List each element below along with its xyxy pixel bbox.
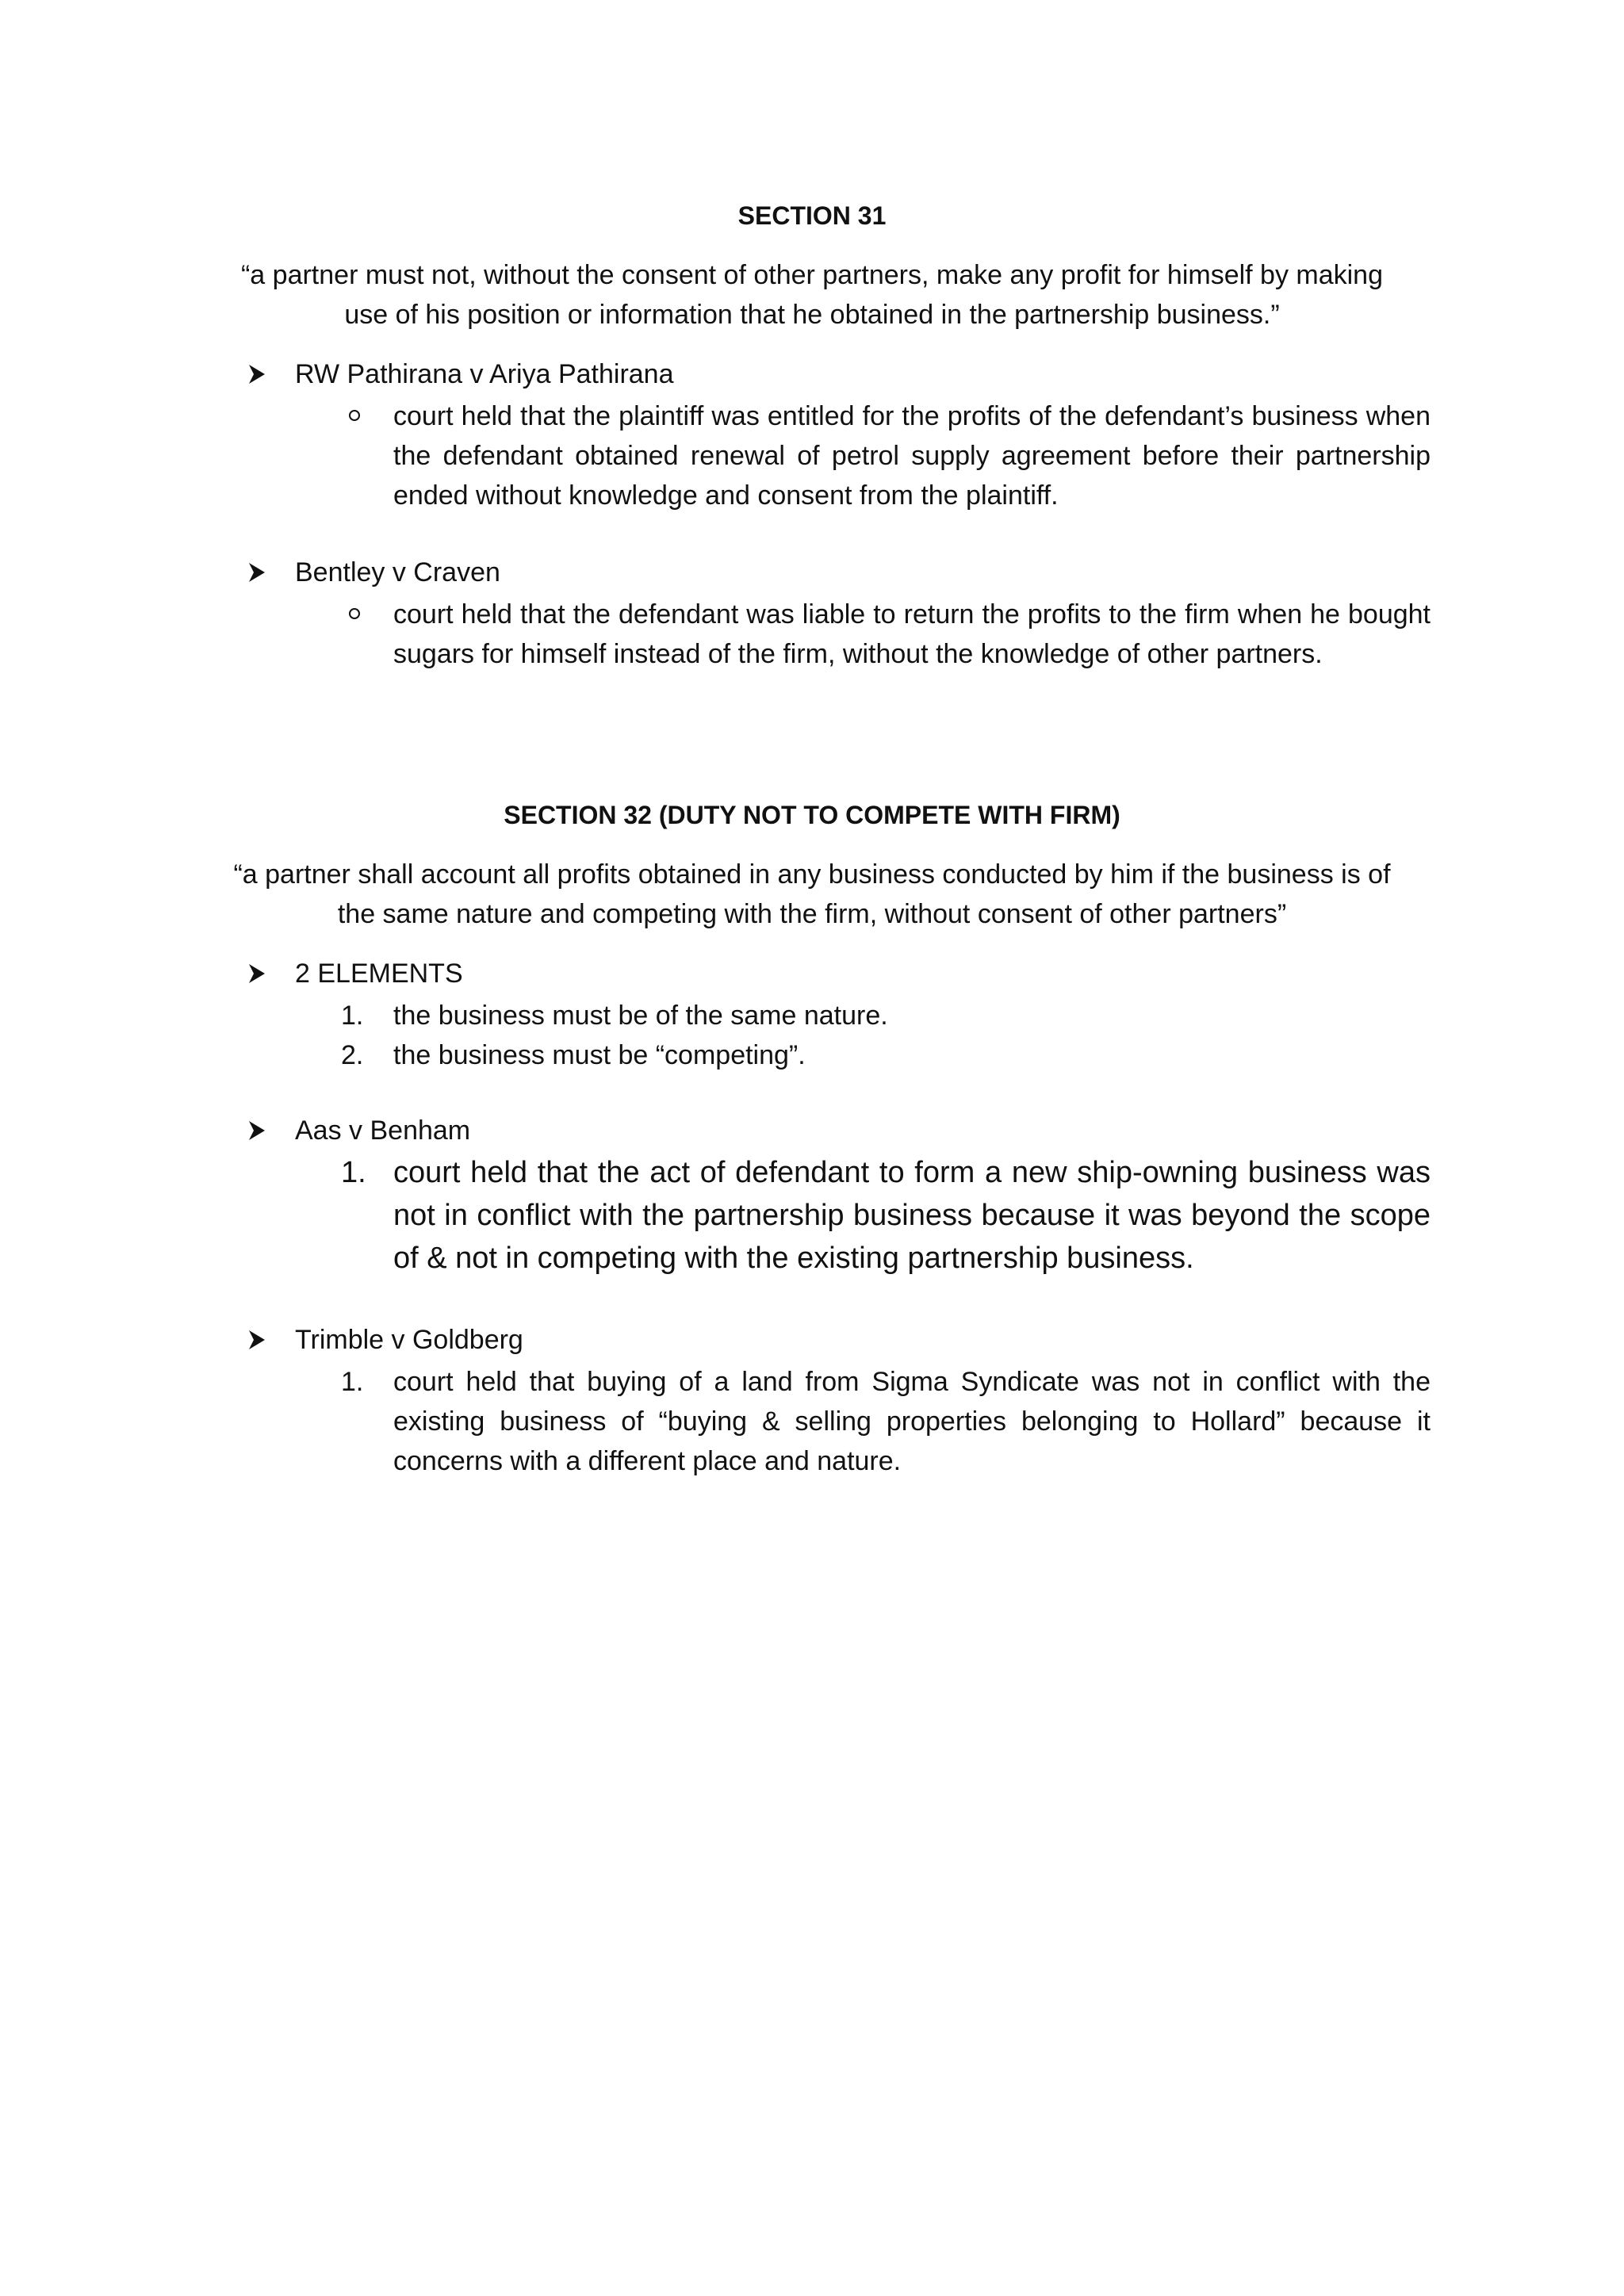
case-point-text: court held that the defendant was liable to return the profits to the firm when he bought sugars for himself instead of the firm, without the knowledge of other partners. — [393, 599, 1431, 669]
case-point — [341, 595, 1431, 674]
element-item — [341, 1035, 1431, 1075]
case-point — [341, 1362, 1431, 1481]
arrow-bullet-icon — [247, 562, 295, 583]
elements-title: 2 ELEMENTS — [295, 959, 463, 989]
arrow-bullet-icon — [247, 963, 295, 984]
quote-line: the same nature and competing with the firm, without consent of other partners” — [337, 899, 1287, 929]
case-name: Aas v Benham — [295, 1115, 471, 1146]
element-text: the business must be “competing”. — [393, 1040, 806, 1070]
case-point — [341, 396, 1431, 515]
case-bentley-craven — [247, 557, 500, 588]
section-31-heading: SECTION 31 — [737, 201, 887, 230]
case-rw-pathirana — [247, 358, 674, 390]
case-point-text: court held that the act of defendant to form a new ship-owning business was not in conflict with the partnership business because it was beyond the scope of & not in competing with the existing partnership business. — [393, 1156, 1431, 1275]
item-number: 1. — [341, 1367, 364, 1397]
case-point — [341, 1151, 1431, 1280]
element-item — [341, 996, 1431, 1035]
case-trimble-goldberg — [247, 1324, 523, 1356]
quote-line: “a partner shall account all profits obtained in any business conducted by him if the business is of — [233, 859, 1391, 890]
item-number: 1. — [341, 1001, 364, 1031]
case-name: Bentley v Craven — [295, 557, 500, 587]
case-aas-benham — [247, 1115, 470, 1146]
case-name: Trimble v Goldberg — [295, 1325, 523, 1355]
case-name: RW Pathirana v Ariya Pathirana — [295, 359, 674, 389]
section-32-heading: SECTION 32 (DUTY NOT TO COMPETE WITH FIRM) — [504, 801, 1120, 829]
item-number: 1. — [341, 1156, 366, 1189]
section-31-quote — [190, 255, 1434, 335]
quote-line: “a partner must not, without the consent of other partners, make any profit for himself by making — [240, 260, 1384, 290]
quote-line: use of his position or information that he obtained in the partnership business.” — [344, 300, 1280, 330]
arrow-bullet-icon — [247, 364, 295, 385]
arrow-bullet-icon — [247, 1330, 295, 1350]
case-point-text: court held that the plaintiff was entitled for the profits of the defendant’s business when the defendant obtained renewal of petrol supply agreement before their partnership ended without knowledge and consent from the plaintiff. — [393, 401, 1431, 511]
elements-heading — [247, 958, 463, 989]
arrow-bullet-icon — [247, 1120, 295, 1141]
item-number: 2. — [341, 1040, 364, 1070]
case-point-text: court held that buying of a land from Sigma Syndicate was not in conflict with the existing business of “buying & selling properties belonging to Hollard” because it concerns with a different place and nature. — [393, 1367, 1431, 1476]
element-text: the business must be of the same nature. — [393, 1001, 888, 1031]
section-32-quote — [190, 855, 1434, 934]
